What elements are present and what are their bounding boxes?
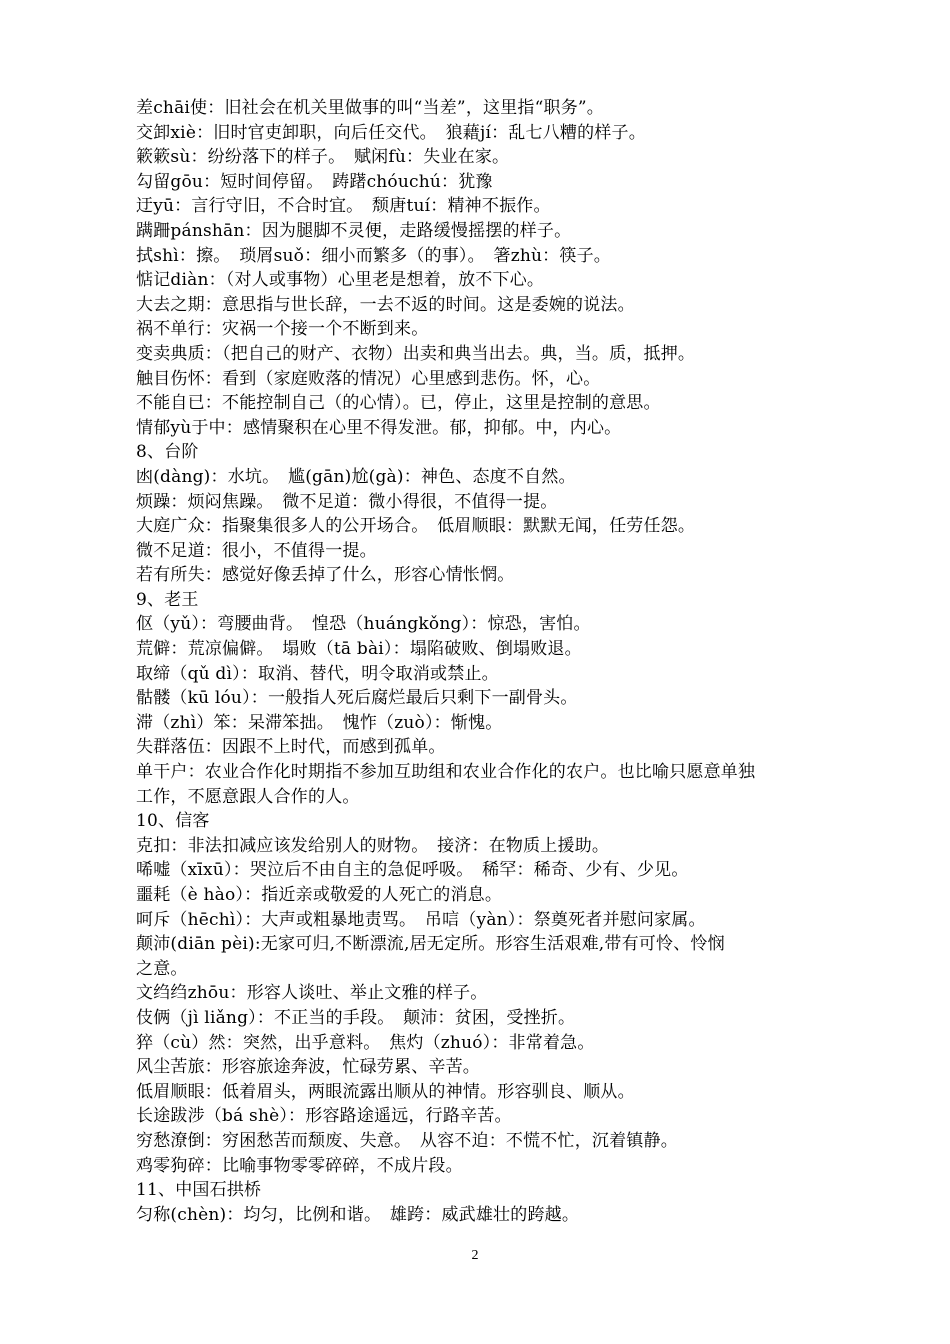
text-line: 大去之期：意思指与世长辞，一去不返的时间。这是委婉的说法。 xyxy=(136,294,635,315)
text-line: 鸡零狗碎：比喻事物零零碎碎，不成片段。 xyxy=(136,1155,463,1176)
text-line: 呵斥（hēchì）：大声或粗暴地责骂。 吊唁（yàn）：祭奠死者并慰问家属。 xyxy=(136,909,706,930)
text-line: 交卸xiè：旧时官吏卸职，向后任交代。 狼藉jí：乱七八糟的样子。 xyxy=(136,122,646,143)
text-line: 取缔（qǔ dì）：取消、替代，明令取消或禁止。 xyxy=(136,663,499,684)
text-line: 迂yū：言行守旧，不合时宜。 颓唐tuí：精神不振作。 xyxy=(136,196,551,217)
text-line: 单干户：农业合作化时期指不参加互助组和农业合作化的农户。也比喻只愿意单独 xyxy=(136,762,756,783)
section-heading: 9、老王 xyxy=(136,589,199,610)
text-line: 差chāi使：旧社会在机关里做事的叫“当差”，这里指“职务”。 xyxy=(136,98,605,118)
text-line: 凼(dàng)：水坑。 尴(gān)尬(gà)：神色、态度不自然。 xyxy=(136,466,576,487)
text-line: 变卖典质：（把自己的财产、衣物）出卖和典当出去。典，当。质，抵押。 xyxy=(136,343,696,364)
text-line: 低眉顺眼：低着眉头，两眼流露出顺从的神情。形容驯良、顺从。 xyxy=(136,1081,635,1102)
text-line: 勾留gōu：短时间停留。 踌躇chóuchú：犹豫 xyxy=(136,171,493,192)
text-line: 噩耗（è hào）：指近亲或敬爱的人死亡的消息。 xyxy=(136,885,503,905)
text-line: 穷愁潦倒：穷困愁苦而颓废、失意。 从容不迫：不慌不忙，沉着镇静。 xyxy=(136,1130,678,1151)
text-line: 工作，不愿意跟人合作的人。 xyxy=(136,786,360,807)
text-line: 祸不单行：灾祸一个接一个不断到来。 xyxy=(136,319,429,340)
text-line: 拭shì：擦。 琐屑suǒ：细小而繁多（的事）。 箸zhù：筷子。 xyxy=(136,245,611,266)
text-line: 猝（cù）然：突然，出乎意料。 焦灼（zhuó）：非常着急。 xyxy=(136,1032,595,1053)
text-line: 匀称(chèn)：均匀，比例和谐。 雄跨：威武雄壮的跨越。 xyxy=(136,1204,580,1225)
text-line: 失群落伍：因跟不上时代，而感到孤单。 xyxy=(136,737,446,758)
text-line: 大庭广众：指聚集很多人的公开场合。 低眉顺眼：默默无闻，任劳任怨。 xyxy=(136,516,696,537)
section-heading: 11、中国石拱桥 xyxy=(136,1180,262,1201)
section-heading: 10、信客 xyxy=(136,811,210,832)
text-line: 骷髅（kū lóu）：一般指人死后腐烂最后只剩下一副骨头。 xyxy=(136,688,578,709)
document-body xyxy=(136,96,826,1227)
text-line: 蹒跚pánshān：因为腿脚不灵便，走路缓慢摇摆的样子。 xyxy=(136,220,572,241)
text-line: 伛（yǔ）：弯腰曲背。 惶恐（huángkǒng）：惊恐，害怕。 xyxy=(136,614,591,635)
text-line: 情郁yù于中：感情聚积在心里不得发泄。郁，抑郁。中，内心。 xyxy=(136,417,622,438)
text-line: 触目伤怀：看到（家庭败落的情况）心里感到悲伤。怀，心。 xyxy=(136,368,601,389)
text-line: 惦记diàn：（对人或事物）心里老是想着，放不下心。 xyxy=(136,270,545,291)
text-line: 克扣：非法扣减应该发给别人的财物。 接济：在物质上援助。 xyxy=(136,835,610,856)
text-line: 滞（zhì）笨：呆滞笨拙。 愧怍（zuò）：惭愧。 xyxy=(136,712,503,733)
text-line: 荒僻：荒凉偏僻。 塌败（tā bài）：塌陷破败、倒塌败退。 xyxy=(136,639,582,660)
text-line: 颠沛(diān pèi):无家可归,不断漂流,居无定所。形容生活艰难,带有可怜、怜悯 xyxy=(136,934,725,955)
text-line: 微不足道：很小，不值得一提。 xyxy=(136,540,377,561)
section-heading: 8、台阶 xyxy=(136,442,199,463)
text-line: 烦躁：烦闷焦躁。 微不足道：微小得很，不值得一提。 xyxy=(136,491,558,512)
text-line: 长途跋涉（bá shè）：形容路途遥远，行路辛苦。 xyxy=(136,1106,512,1127)
text-line: 之意。 xyxy=(136,958,188,979)
text-line: 伎俩（jì liǎng）：不正当的手段。 颠沛：贫困，受挫折。 xyxy=(136,1007,576,1028)
text-line: 若有所失：感觉好像丢掉了什么，形容心情怅惘。 xyxy=(136,565,515,586)
page-number: 2 xyxy=(471,1248,479,1263)
text-line: 文绉绉zhōu：形容人谈吐、举止文雅的样子。 xyxy=(136,983,488,1004)
text-line: 风尘苦旅：形容旅途奔波，忙碌劳累、辛苦。 xyxy=(136,1057,480,1078)
text-line: 唏嘘（xīxū）：哭泣后不由自主的急促呼吸。 稀罕：稀奇、少有、少见。 xyxy=(136,860,689,881)
text-line: 不能自已：不能控制自己（的心情）。已，停止，这里是控制的意思。 xyxy=(136,393,661,414)
text-line: 簌簌sù：纷纷落下的样子。 赋闲fù：失业在家。 xyxy=(136,147,510,168)
